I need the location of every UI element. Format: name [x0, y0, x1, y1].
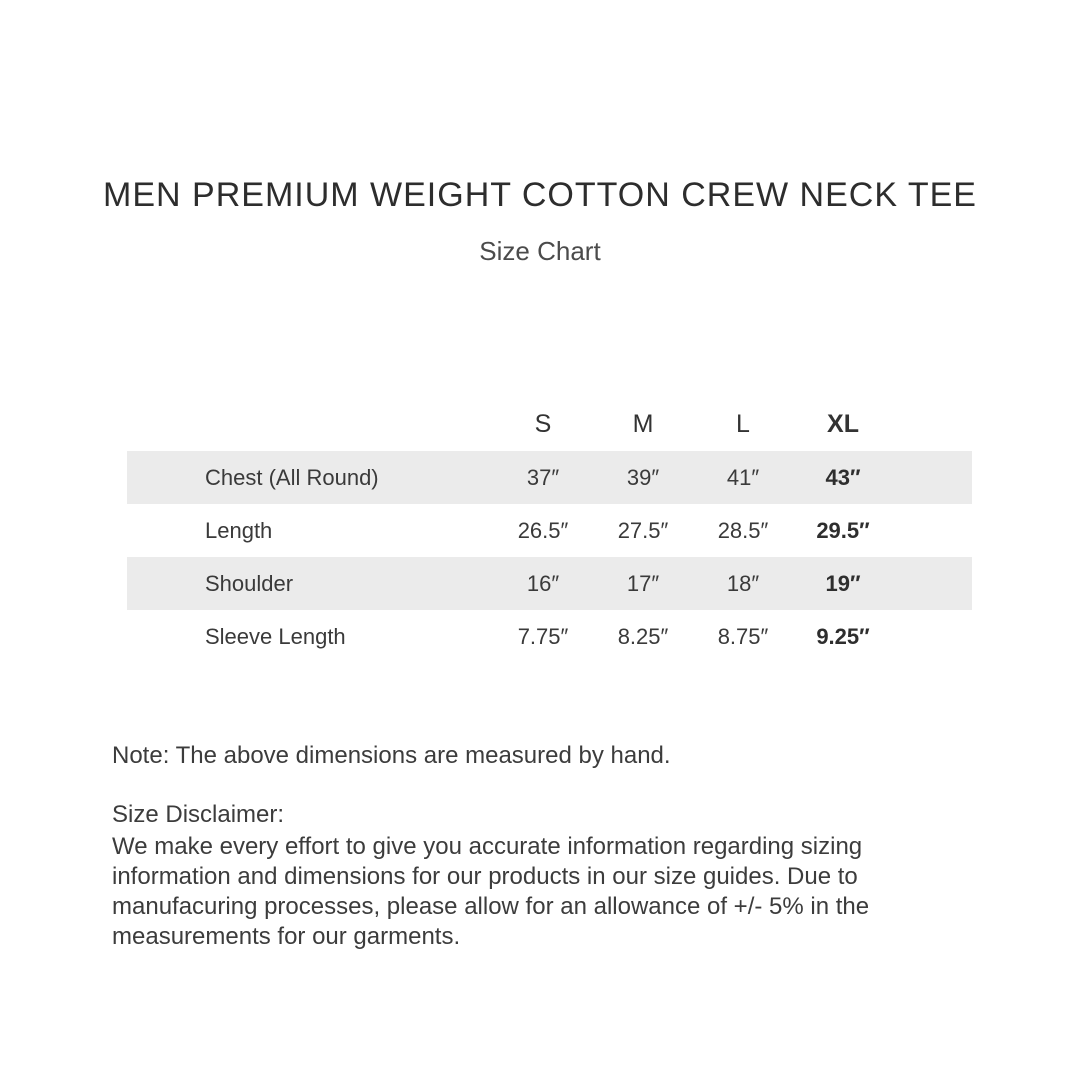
size-value: 19″ — [825, 570, 861, 596]
size-value: 8.75″ — [717, 623, 769, 649]
row-label: Length — [205, 517, 273, 543]
size-value: 16″ — [526, 570, 560, 596]
size-value: 8.25″ — [617, 623, 669, 649]
size-col-header-s: S — [534, 410, 552, 438]
disclaimer-line: information and dimensions for our products in our size guides. Due to — [112, 863, 858, 890]
table-row-chest — [127, 451, 972, 504]
row-label: Chest (All Round) — [205, 464, 379, 490]
table-row-sleeve-length — [127, 610, 972, 663]
size-value: 17″ — [626, 570, 660, 596]
table-row-shoulder — [127, 557, 972, 610]
disclaimer-line: We make every effort to give you accurate information regarding sizing — [112, 833, 863, 860]
page-subtitle: Size Chart — [479, 236, 601, 266]
measurement-note: Note: The above dimensions are measured by hand. — [112, 742, 671, 769]
size-value: 39″ — [626, 464, 660, 490]
disclaimer-line: measurements for our garments. — [112, 923, 461, 950]
size-value: 43″ — [825, 464, 861, 490]
disclaimer-line: manufacuring processes, please allow for an allowance of +/- 5% in the — [112, 893, 870, 920]
size-table-header-row — [127, 398, 972, 451]
row-label: Shoulder — [205, 570, 294, 596]
size-value: 9.25″ — [816, 623, 870, 649]
size-value: 28.5″ — [717, 517, 769, 543]
disclaimer-heading: Size Disclaimer: — [112, 801, 285, 828]
size-table — [127, 398, 972, 663]
size-col-header-xl: XL — [827, 410, 859, 438]
size-value: 41″ — [726, 464, 760, 490]
size-value: 26.5″ — [517, 517, 569, 543]
page-title: MEN PREMIUM WEIGHT COTTON CREW NECK TEE — [103, 176, 977, 214]
table-row-length — [127, 504, 972, 557]
disclaimer-body — [112, 832, 992, 952]
row-label: Sleeve Length — [205, 623, 346, 649]
size-value: 18″ — [726, 570, 760, 596]
size-col-header-l: L — [736, 410, 750, 438]
size-value: 7.75″ — [517, 623, 569, 649]
size-value: 37″ — [526, 464, 560, 490]
size-value: 27.5″ — [617, 517, 669, 543]
size-col-header-m: M — [632, 410, 654, 438]
size-value: 29.5″ — [816, 517, 870, 543]
